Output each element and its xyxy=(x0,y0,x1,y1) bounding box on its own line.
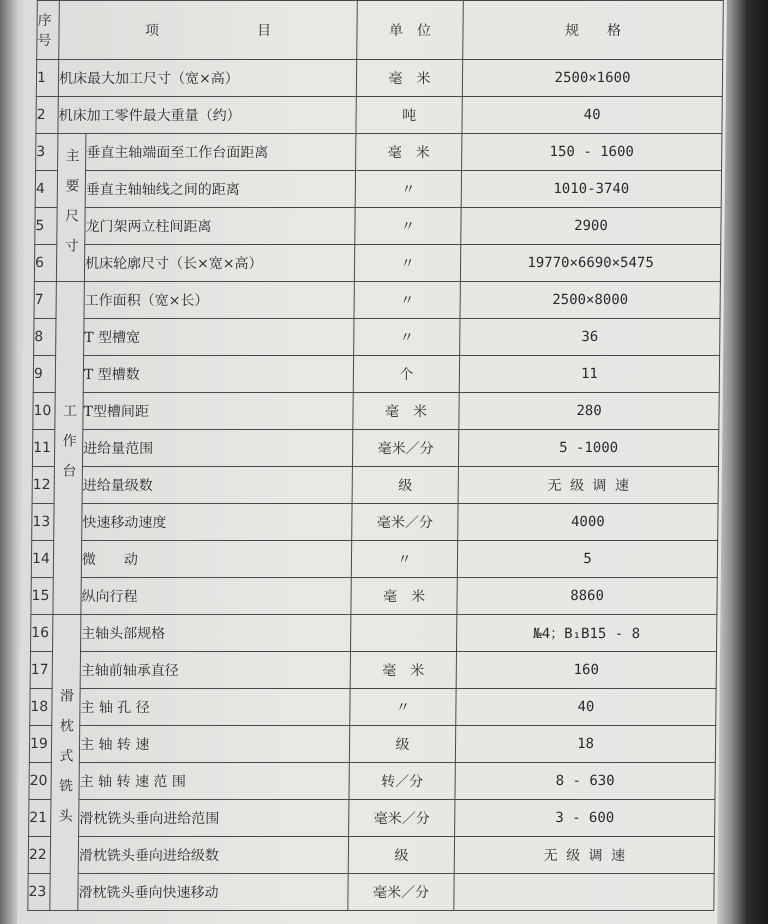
table-row xyxy=(32,467,718,504)
item-name: 主 轴 转 速 xyxy=(79,726,349,763)
unit-cell: 个 xyxy=(353,356,459,393)
spec-cell: 4000 xyxy=(458,504,718,541)
document-page xyxy=(17,0,727,924)
item-name: 工作面积（宽×长） xyxy=(84,282,354,319)
table-row xyxy=(30,652,716,689)
item-name: 快速移动速度 xyxy=(82,504,352,541)
row-number: 4 xyxy=(35,171,57,208)
item-name: 纵向行程 xyxy=(81,578,351,615)
spec-cell: 3 - 600 xyxy=(455,800,715,837)
table-row xyxy=(34,282,720,319)
table-row xyxy=(30,689,716,726)
item-name: 微 动 xyxy=(81,541,351,578)
spec-cell: 无 级 调 速 xyxy=(454,837,714,874)
item-name: T型槽间距 xyxy=(83,393,353,430)
row-number: 1 xyxy=(36,60,58,97)
row-number: 5 xyxy=(35,208,57,245)
table-row xyxy=(33,356,719,393)
row-number: 9 xyxy=(33,356,55,393)
unit-cell: 〃 xyxy=(355,208,461,245)
item-name: T 型槽数 xyxy=(83,356,353,393)
table-row xyxy=(36,60,722,97)
unit-cell: 〃 xyxy=(351,541,457,578)
row-number: 8 xyxy=(34,319,56,356)
unit-cell: 毫 米 xyxy=(351,578,457,615)
item-name: 主轴前轴承直径 xyxy=(80,652,350,689)
row-number: 18 xyxy=(30,689,52,726)
item-name: 机床最大加工尺寸（宽×高） xyxy=(58,60,356,97)
table-row xyxy=(31,541,717,578)
group-label-text: 工作台 xyxy=(60,403,78,493)
table-row xyxy=(34,319,720,356)
table-row xyxy=(28,837,714,874)
table-row xyxy=(36,134,722,171)
header-spec: 规 格 xyxy=(463,1,724,60)
spec-cell xyxy=(454,874,714,911)
row-number: 3 xyxy=(36,134,58,171)
unit-cell: 级 xyxy=(349,726,455,763)
unit-cell: 毫米／分 xyxy=(352,430,458,467)
group-label xyxy=(50,615,81,911)
unit-cell: 毫米／分 xyxy=(348,874,454,911)
header-unit: 单 位 xyxy=(357,1,464,60)
unit-cell: 吨 xyxy=(356,97,462,134)
table-row xyxy=(31,615,717,652)
group-label xyxy=(56,134,86,282)
unit-cell: 〃 xyxy=(354,319,460,356)
item-name: 垂直主轴轴线之间的距离 xyxy=(85,171,355,208)
unit-cell: 级 xyxy=(348,837,454,874)
unit-cell: 毫米／分 xyxy=(352,504,458,541)
spec-cell: 36 xyxy=(460,319,720,356)
row-number: 16 xyxy=(31,615,53,652)
row-number: 20 xyxy=(29,763,51,800)
table-row xyxy=(33,393,719,430)
row-number: 14 xyxy=(31,541,53,578)
table-row xyxy=(35,171,721,208)
table-row xyxy=(32,430,718,467)
row-number: 15 xyxy=(31,578,53,615)
unit-cell: 〃 xyxy=(354,245,460,282)
spec-cell: №4；B₁B15 - 8 xyxy=(457,615,717,652)
table-row xyxy=(32,504,718,541)
table-row xyxy=(34,245,720,282)
spec-cell: 8860 xyxy=(457,578,717,615)
group-label-text: 主要尺寸 xyxy=(62,147,80,268)
unit-cell: 毫 米 xyxy=(356,134,462,171)
item-name: 机床加工零件最大重量（约） xyxy=(58,97,356,134)
table-row xyxy=(28,874,714,911)
spec-cell: 280 xyxy=(459,393,719,430)
unit-cell xyxy=(351,615,457,652)
unit-cell: 〃 xyxy=(355,171,461,208)
spec-table xyxy=(27,0,724,911)
spec-cell: 11 xyxy=(459,356,719,393)
item-name: 主 轴 转 速 范 围 xyxy=(79,763,349,800)
unit-cell: 毫 米 xyxy=(353,393,459,430)
table-row xyxy=(29,726,715,763)
row-number: 12 xyxy=(32,467,54,504)
spec-cell: 160 xyxy=(456,652,716,689)
row-number: 23 xyxy=(28,874,50,911)
group-label-text: 滑枕式铣头 xyxy=(56,687,75,838)
table-row xyxy=(36,97,722,134)
table-row xyxy=(31,578,717,615)
unit-cell: 转／分 xyxy=(349,763,455,800)
row-number: 7 xyxy=(34,282,56,319)
item-name: T 型槽宽 xyxy=(84,319,354,356)
spec-cell: 1010-3740 xyxy=(461,171,721,208)
item-name: 垂直主轴端面至工作台面距离 xyxy=(86,134,356,171)
row-number: 21 xyxy=(29,800,51,837)
unit-cell: 毫 米 xyxy=(350,652,456,689)
spec-cell: 2500×1600 xyxy=(462,60,722,97)
row-number: 22 xyxy=(28,837,50,874)
spec-cell: 40 xyxy=(456,689,716,726)
item-name: 进给量级数 xyxy=(82,467,352,504)
item-name: 滑枕铣头垂向快速移动 xyxy=(78,874,348,911)
spec-cell: 5 xyxy=(457,541,717,578)
table-row xyxy=(29,800,715,837)
unit-cell: 毫 米 xyxy=(356,60,462,97)
table-row xyxy=(35,208,721,245)
unit-cell: 级 xyxy=(352,467,458,504)
group-label xyxy=(53,282,84,615)
row-number: 10 xyxy=(33,393,55,430)
unit-cell: 〃 xyxy=(354,282,460,319)
row-number: 11 xyxy=(32,430,54,467)
row-number: 2 xyxy=(36,97,58,134)
item-name: 主轴头部规格 xyxy=(81,615,351,652)
spec-cell: 150 - 1600 xyxy=(462,134,722,171)
item-name: 机床轮廓尺寸（长×宽×高） xyxy=(84,245,354,282)
table-row xyxy=(29,763,715,800)
row-number: 19 xyxy=(29,726,51,763)
spec-cell: 2500×8000 xyxy=(460,282,720,319)
item-name: 主 轴 孔 径 xyxy=(80,689,350,726)
unit-cell: 毫米／分 xyxy=(349,800,455,837)
header-no: 序号 xyxy=(37,1,60,60)
unit-cell: 〃 xyxy=(350,689,456,726)
spec-cell: 5 -1000 xyxy=(458,430,718,467)
spec-cell: 2900 xyxy=(461,208,721,245)
item-name: 滑枕铣头垂向进给范围 xyxy=(79,800,349,837)
item-name: 龙门架两立柱间距离 xyxy=(85,208,355,245)
row-number: 13 xyxy=(32,504,54,541)
table-header-row xyxy=(37,1,724,60)
row-number: 6 xyxy=(34,245,56,282)
row-number: 17 xyxy=(30,652,52,689)
spec-cell: 19770×6690×5475 xyxy=(460,245,720,282)
spec-cell: 18 xyxy=(455,726,715,763)
spec-cell: 40 xyxy=(462,97,722,134)
spec-cell: 8 - 630 xyxy=(455,763,715,800)
item-name: 滑枕铣头垂向进给级数 xyxy=(78,837,348,874)
header-item: 项 目 xyxy=(59,1,358,60)
spec-cell: 无 级 调 速 xyxy=(458,467,718,504)
item-name: 进给量范围 xyxy=(82,430,352,467)
